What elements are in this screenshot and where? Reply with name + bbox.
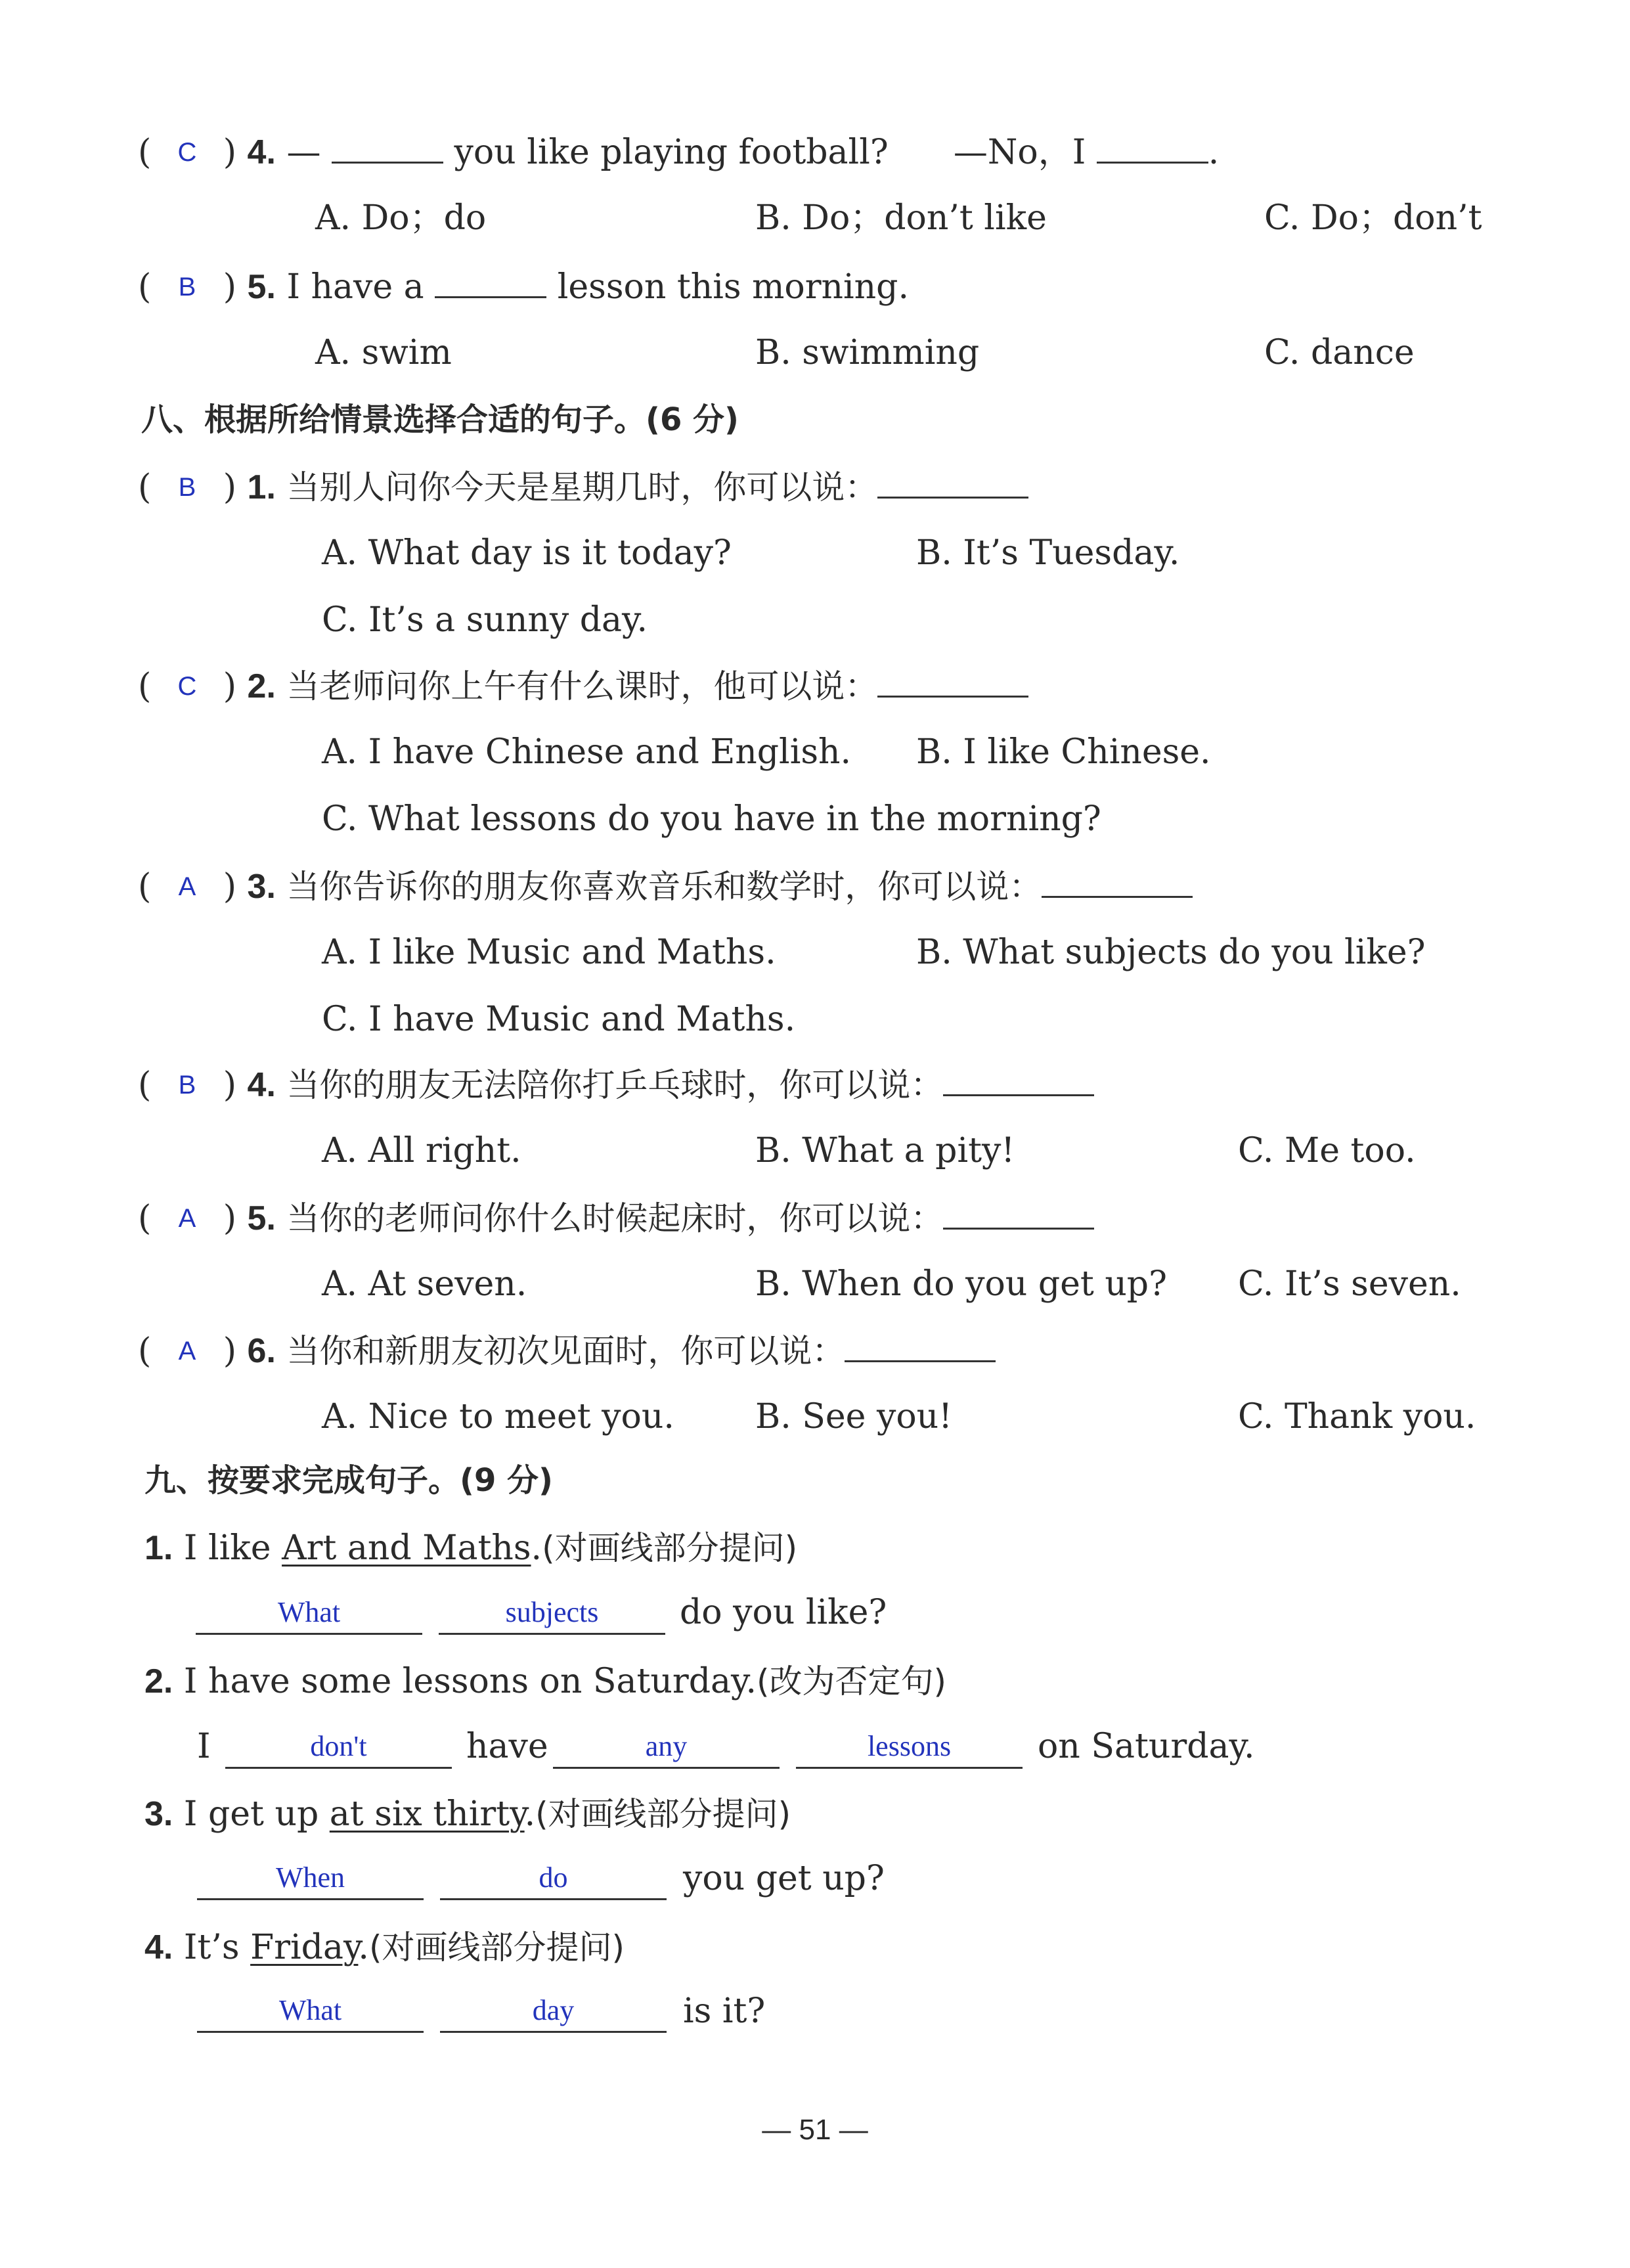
option-a: A. I like Music and Maths. [322,933,776,972]
option-c: C. Do；don’t [1264,198,1482,238]
option-c: C. What lessons do you have in the morning? [322,799,1101,839]
option-b: B. It’s Tuesday. [916,533,1180,573]
answer-letter: A [178,872,196,901]
answer-parentheses: ( A ) [138,867,236,906]
question-row [138,866,1193,908]
answer-line: lessons [796,1726,1023,1769]
option-b: B. swimming [755,333,980,372]
task-number: 4. [144,1928,173,1967]
answer-blank [332,155,443,164]
answer-letter: B [178,273,196,301]
section-heading: 八、根据所给情景选择合适的句子。(6 分) [141,401,739,438]
answer-line: any [553,1726,780,1769]
answer-parentheses: ( A ) [138,1331,236,1371]
answer-blank [877,490,1028,499]
sentence-text: I get up [183,1794,330,1834]
question-number: 4. [247,133,276,171]
question-row [138,1197,1094,1239]
underlined-part: at six thirty [329,1794,525,1834]
task-sentence [144,1793,791,1835]
answer-blank [1042,889,1193,898]
answer-line: do [440,1857,667,1900]
instruction: (对画线部分提问) [535,1795,791,1833]
task-sentence [144,1926,625,1968]
question-row [138,1330,996,1372]
question-number: 3. [247,868,276,906]
question-text-2: lesson this morning. [557,267,909,307]
question-row [138,131,1219,173]
option-a: A. I have Chinese and English. [322,732,852,772]
question-number: 6. [247,1332,276,1370]
task-sentence [144,1527,797,1569]
option-c: C. dance [1264,333,1415,372]
answer-line: What [197,1990,424,2033]
question-number: 1. [247,468,276,506]
sentence-text: I like [183,1528,282,1568]
answer-blank [877,689,1028,698]
question-text: 当你的老师问你什么时候起床时，你可以说： [286,1199,944,1237]
question-prefix: — [286,133,321,172]
underlined-part: Friday [250,1928,359,1967]
instruction: (改为否定句) [757,1662,947,1701]
answer-parentheses: ( B ) [138,1065,236,1105]
answer-blank [943,1088,1094,1096]
question-row [138,466,1028,508]
sentence-mid: have [466,1727,548,1766]
answer-parentheses: ( B ) [138,468,236,507]
sentence-tail: do you like? [680,1593,887,1632]
answer-letter: C [177,138,197,167]
option-c: C. I have Music and Maths. [322,1000,796,1039]
answer-blank [1097,155,1208,164]
task-number: 3. [144,1795,173,1833]
question-text: 当老师问你上午有什么课时，他可以说： [286,667,878,705]
task-sentence [144,1660,946,1702]
option-c: C. It’s seven. [1238,1264,1461,1304]
question-row [138,1064,1094,1106]
option-c: C. It’s a sunny day. [322,600,648,640]
question-reply: —No，I [953,133,1086,172]
option-b: B. I like Chinese. [916,732,1211,772]
option-a: A. What day is it today? [322,533,732,573]
question-number: 5. [247,268,276,306]
question-row [138,266,909,308]
sentence-end: . [524,1794,536,1834]
sentence-text: It’s [183,1928,251,1967]
question-number: 5. [247,1199,276,1237]
question-row [138,665,1028,707]
underlined-part: Art and Maths [282,1528,531,1568]
answer-blank [845,1354,996,1362]
sentence-tail: you get up? [683,1859,885,1898]
instruction: (对画线部分提问) [542,1529,798,1567]
sentence-tail: on Saturday. [1038,1727,1255,1766]
section-heading: 九、按要求完成句子。(9 分) [144,1462,553,1499]
answer-line: When [197,1857,424,1900]
option-a: A. At seven. [322,1264,527,1304]
answer-line: don't [225,1726,452,1769]
option-b: B. See you! [755,1397,953,1436]
question-text: you like playing football? [454,133,889,172]
answer-parentheses: ( A ) [138,1199,236,1238]
question-text: I have a [286,267,424,307]
option-a: A. Nice to meet you. [322,1397,674,1436]
option-b: B. What subjects do you like? [916,933,1426,972]
sentence-lead: I [197,1727,211,1766]
question-text: 当你的朋友无法陪你打乒乓球时，你可以说： [286,1066,944,1104]
page-number: — 51 — [762,2114,868,2146]
task-number: 2. [144,1662,173,1701]
sentence-end: . [531,1528,542,1568]
answer-parentheses: ( C ) [138,133,236,172]
option-a: A. swim [315,333,452,372]
answer-letter: A [178,1337,196,1366]
answer-letter: C [177,672,197,701]
answer-line: day [440,1990,667,2033]
answer-letter: B [178,1071,196,1100]
sentence-tail: is it? [683,1991,766,2031]
sentence-end: . [358,1928,369,1967]
question-text: 当你和新朋友初次见面时，你可以说： [286,1332,845,1370]
option-c: C. Me too. [1238,1131,1416,1170]
question-text: 当你告诉你的朋友你喜欢音乐和数学时，你可以说： [286,868,1042,906]
answer-letter: A [178,1204,196,1233]
question-text: 当别人问你今天是星期几时，你可以说： [286,468,878,506]
option-a: A. Do；do [315,198,487,238]
option-b: B. When do you get up? [755,1264,1167,1304]
answer-blank [943,1221,1094,1230]
answer-line: subjects [439,1592,665,1635]
answer-letter: B [178,473,196,502]
answer-blank [435,290,546,298]
answer-parentheses: ( C ) [138,667,236,706]
instruction: (对画线部分提问) [368,1928,625,1967]
option-a: A. All right. [322,1131,521,1170]
option-b: B. Do；don’t like [755,198,1047,238]
task-number: 1. [144,1529,173,1567]
sentence-text: I have some lessons on Saturday. [183,1662,757,1701]
question-end: . [1208,133,1220,172]
option-b: B. What a pity! [755,1131,1015,1170]
answer-line: What [196,1592,422,1635]
question-number: 2. [247,667,276,705]
option-c: C. Thank you. [1238,1397,1476,1436]
question-number: 4. [247,1066,276,1104]
answer-parentheses: ( B ) [138,267,236,307]
